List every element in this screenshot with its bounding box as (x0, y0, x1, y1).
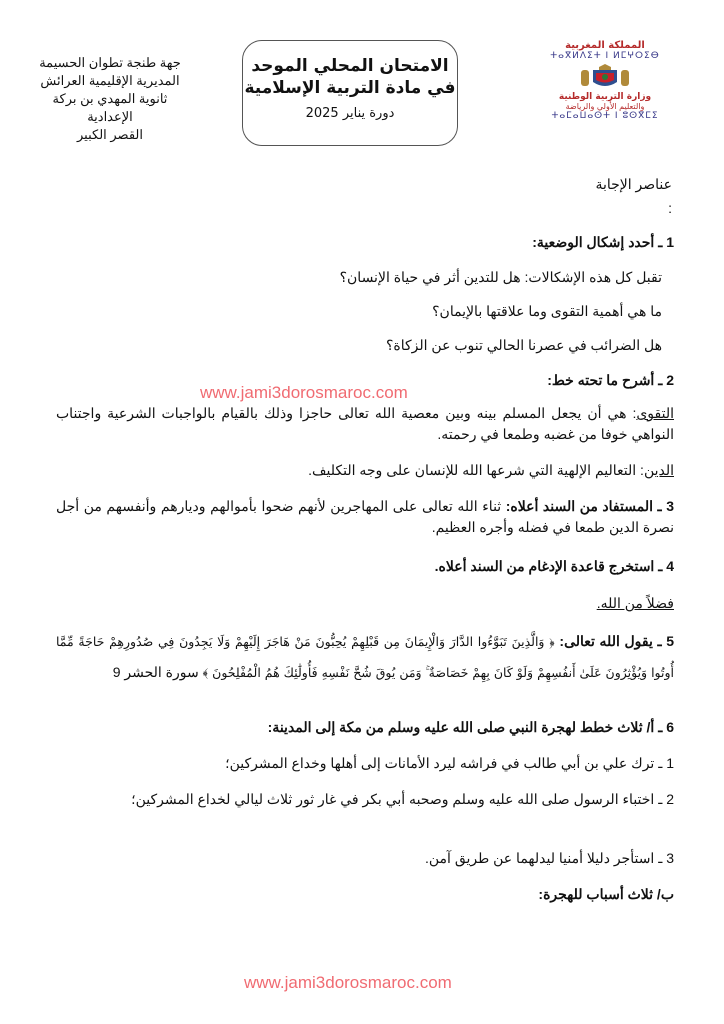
answers-heading: عناصر الإجابة (595, 176, 672, 192)
term-din: الدين (643, 462, 674, 478)
q4-answer: فضلاً من الله. (596, 595, 674, 611)
q5-quran-verse: ﴿ وَالَّذِينَ تَبَوَّءُوا الدَّارَ وَالْإِيمَانَ مِن قَبْلِهِمْ يُحِبُّونَ مَنْ هَاجَرَ إِلَيْهِمْ وَلَا يَجِدُونَ فِي صُدُورِهِمْ حَاجَةً مِّمَّا أُوتُوا وَيُؤْثِرُونَ عَلَىٰ أَنفُسِهِمْ وَلَوْ كَانَ بِهِمْ خَصَاصَةٌ ۚ وَمَن يُوقَ شُحَّ نَفْسِهِ فَأُولَٰئِكَ هُمُ الْمُفْلِحُونَ ﴾ (56, 634, 674, 680)
ministry-logo (505, 40, 705, 125)
q2-taqwa-definition (56, 403, 674, 445)
q2-din-definition (308, 460, 674, 481)
exam-title-line1: الامتحان المحلي الموحد (251, 56, 449, 76)
q2-title: 2 ـ أشرح ما تحته خط: (547, 372, 674, 388)
answers-heading-colon: : (668, 200, 672, 216)
region: جهة طنجة تطوان الحسيمة (39, 55, 181, 70)
din-definition-text: : التعاليم الإلهية التي شرعها الله للإنسان على وجه التكليف. (308, 462, 644, 478)
watermark-bottom: www.jami3dorosmaroc.com (244, 973, 452, 992)
q6-title-a: 6 ـ أ/ ثلاث خطط لهجرة النبي صلى الله عليه وسلم من مكة إلى المدينة: (267, 719, 674, 735)
watermark-middle: www.jami3dorosmaroc.com (200, 383, 408, 402)
directorate: المديرية الإقليمية العرائش (40, 73, 180, 88)
q3-title: 3 ـ المستفاد من السند أعلاه: (505, 498, 674, 514)
school-name: ثانوية المهدي بن بركة (52, 91, 168, 106)
q1-item-2: ما هي أهمية التقوى وما علاقتها بالإيمان؟ (432, 303, 662, 319)
q1-title: 1 ـ أحدد إشكال الوضعية: (532, 234, 674, 250)
city: القصر الكبير (77, 127, 143, 142)
q3-answer (56, 496, 674, 538)
q6-title-b: ب/ ثلاث أسباب للهجرة: (538, 886, 674, 902)
q5-verse-block (56, 626, 674, 688)
exam-title-line2: في مادة التربية الإسلامية (244, 78, 456, 98)
exam-title-box (242, 40, 458, 146)
ministry-subtitle-arabic: والتعليم الأولي والرياضة (565, 102, 645, 111)
q5-title: 5 ـ يقول الله تعالى: (559, 633, 674, 649)
school-level: الإعدادية (87, 109, 133, 124)
ministry-name-arabic: وزارة التربية الوطنية (558, 92, 652, 102)
taqwa-definition-text: : هي أن يجعل المسلم بينه وبين معصية الله تعالى حاجزا وذلك بالقيام بالواجبات الشرعية واجتناب النواهي خوفا من غضبه وطمعا في رحمته. (56, 405, 674, 442)
q4-title: 4 ـ استخرج قاعدة الإدغام من السند أعلاه. (434, 558, 674, 574)
q6-plan-2: 2 ـ اختباء الرسول صلى الله عليه وسلم وصحبه أبي بكر في غار ثور ثلاث ليالي لخداع المشركين؛ (131, 791, 674, 807)
term-taqwa: التقوى (636, 405, 674, 421)
q6-plan-3: 3 ـ استأجر دليلا أمنيا ليدلهما عن طريق آمن. (425, 850, 674, 866)
q6-plan-1: 1 ـ ترك علي بن أبي طالب في فراشه ليرد الأمانات إلى أهلها وخداع المشركين؛ (225, 755, 674, 771)
q3-text: ثناء الله تعالى على المهاجرين لأنهم ضحوا بأموالهم وديارهم وأنفسهم من أجل نصرة الدين طمعا في فضله وأجره العظيم. (56, 498, 674, 535)
q1-item-1: تقبل كل هذه الإشكالات: هل للتدين أثر في حياة الإنسان؟ (339, 269, 662, 285)
kingdom-name-arabic: المملكة المغربية (565, 40, 645, 51)
ministry-name-tifinagh: ⵜⴰⵎⴰⵡⴰⵙⵜ ⵏ ⵓⵙⴳⵎⵉ (551, 111, 659, 121)
exam-session: دورة يناير 2025 (305, 106, 395, 121)
kingdom-name-tifinagh: ⵜⴰⴳⵍⴷⵉⵜ ⵏ ⵍⵎⵖⵔⵉⴱ (550, 51, 660, 61)
q1-item-3: هل الضرائب في عصرنا الحالي تنوب عن الزكاة؟ (385, 337, 662, 353)
royal-emblem-icon (578, 64, 632, 90)
q5-surah-reference: سورة الحشر 9 (112, 664, 203, 680)
school-info (20, 54, 200, 144)
